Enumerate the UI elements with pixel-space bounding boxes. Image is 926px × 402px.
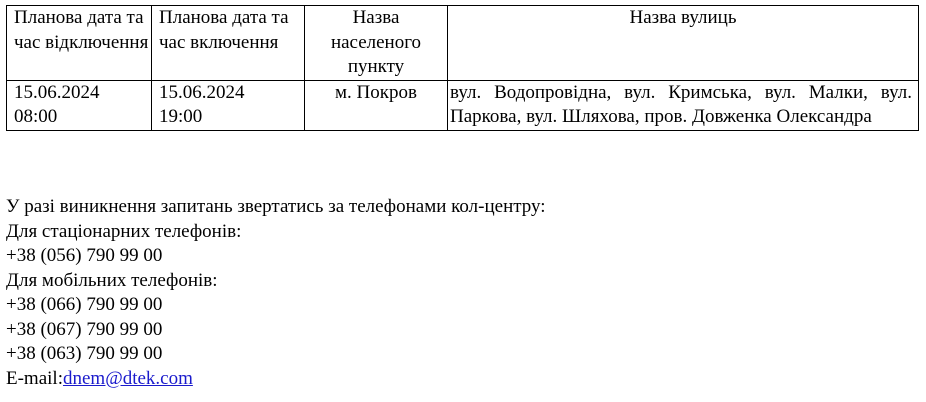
off-datetime-cell <box>7 80 152 130</box>
email-link[interactable]: dnem@dtek.com <box>62 367 193 389</box>
off-date: 15.06.2024 <box>14 81 100 103</box>
on-time: 19:00 <box>159 106 203 127</box>
header-streets: Назва вулиць <box>448 6 919 81</box>
streets-cell: вул. Водопровідна, вул. Кримська, вул. Малки, вул. Паркова, вул. Шляхова, пров. Довженка Олександра <box>448 80 919 130</box>
settlement-cell: м. Покров <box>305 80 448 130</box>
table-row <box>7 80 919 130</box>
contact-info <box>6 195 546 391</box>
outage-schedule-table <box>6 5 919 131</box>
header-planned-on: Планова дата та час включення <box>152 6 305 81</box>
email-label: E-mail: <box>6 367 63 389</box>
table-header-row <box>7 6 919 81</box>
landline-label: Для стаціонарних телефонів: <box>6 220 242 242</box>
mobile-phone: +38 (066) 790 99 00 <box>6 294 163 315</box>
on-datetime-cell <box>152 80 305 130</box>
mobile-label: Для мобільних телефонів: <box>6 269 218 291</box>
mobile-phone: +38 (063) 790 99 00 <box>6 343 163 364</box>
off-time: 08:00 <box>14 106 58 127</box>
contact-intro: У разі виникнення запитань звертатись за телефонами кол-центру: <box>6 196 546 217</box>
on-date: 15.06.2024 <box>159 81 245 103</box>
header-planned-off: Планова дата та час відключення <box>7 6 152 81</box>
header-settlement: Назва населеного пункту <box>305 6 448 81</box>
email-line <box>6 367 546 392</box>
mobile-phone: +38 (067) 790 99 00 <box>6 318 163 340</box>
landline-phone: +38 (056) 790 99 00 <box>6 245 163 266</box>
